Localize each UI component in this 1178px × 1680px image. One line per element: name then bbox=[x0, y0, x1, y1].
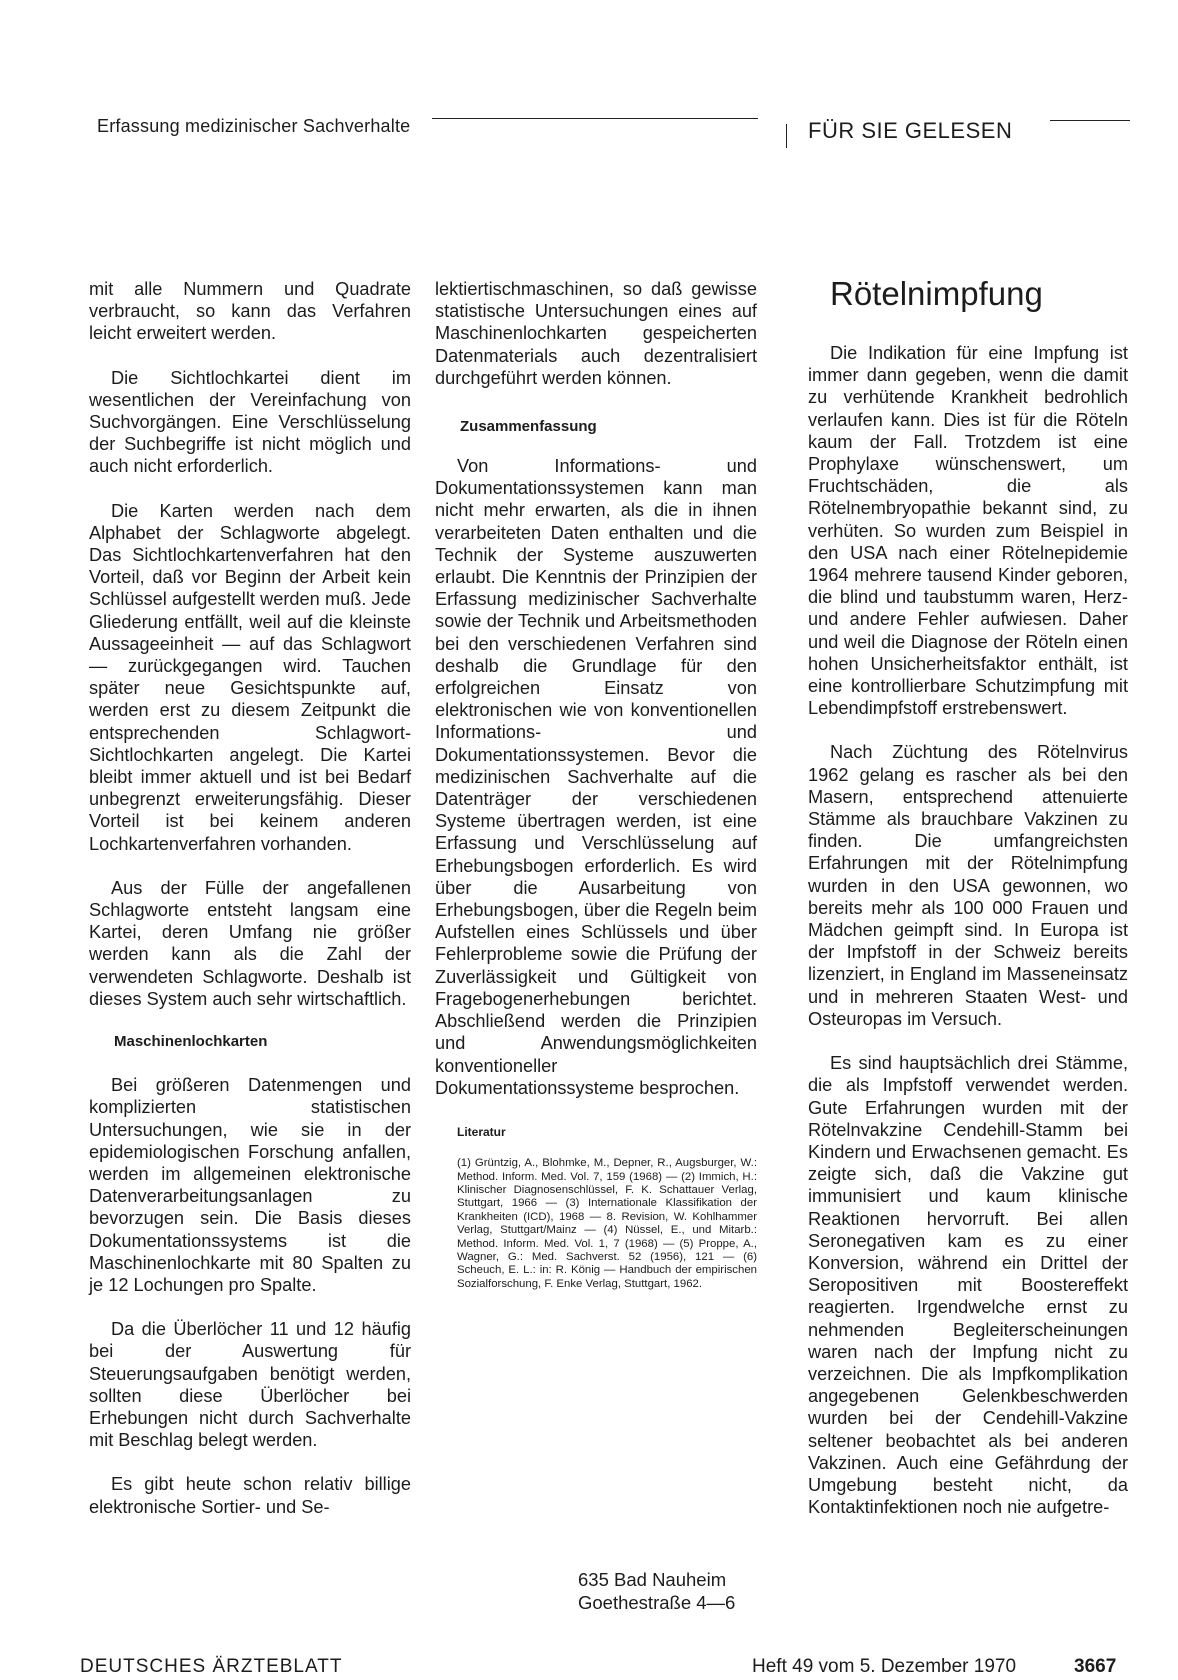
journal-name: DEUTSCHES ÄRZTEBLATT bbox=[80, 1656, 343, 1677]
reference-list: (1) Grüntzig, A., Blohmke, M., Depner, R., Augsburger, W.: Method. Inform. Med. Vol. 7, 159 (1968) — (2) Immich, H.: Klinischer Diagnosenschlüssel, F. K. Schattauer Verlag, Stuttgart, 1966 — (3) Internationale Klassifikation der Krankheiten (ICD), 1968 — 8. Revision, W. Kohlhammer Verlag, Stuttgart/Mainz — (4) Nüssel, E., und Mitarb.: Method. Inform. Med. Vol. 1, 7 (1968) — (5) Proppe, A., Wagner, G.: Med. Sachverst. 52 (1956), 121 — (6) Scheuch, E. L.: in: R. König — Handbuch der empirischen Sozialforschung, F. Enke Verlag, Stuttgart, 1962. bbox=[457, 1157, 757, 1290]
column-right bbox=[808, 270, 1128, 1540]
page-number: 3667 bbox=[1074, 1656, 1117, 1677]
paragraph: Da die Überlöcher 11 und 12 häufig bei der Auswertung für Steuerungsaufgaben benötigt werden, sollten diese Überlöcher bei Erhebungen nicht durch Sachverhalte mit Beschlag belegt werden. bbox=[89, 1319, 411, 1451]
subheading-maschinenlochkarten: Maschinenlochkarten bbox=[114, 1033, 268, 1051]
header-rule-left bbox=[432, 118, 758, 119]
paragraph: Die Indikation für eine Impfung ist immer dann gegeben, wenn die damit zu verhütende Krankheit bedrohlich verlaufen kann. Dies ist für die Röteln kaum der Fall. Trotzdem ist eine Prophylaxe wünschenswert, um Fruchtschäden, die als Rötelnembryopathie bekannt sind, zu verhüten. So wurden zum Beispiel in den USA nach einer Rötelnepidemie 1964 mehrere tausend Kinder geboren, die blind und taubstumm waren, Herz- und andere Fehler aufwiesen. Daher und weil die Diagnose der Röteln einen hohen Unsicherheitsfaktor enthält, ist eine kontrollierbare Schutzimpfung mit Lebendimpfstoff erstrebenswert. bbox=[808, 343, 1128, 719]
column-left bbox=[89, 278, 411, 1540]
subheading-zusammenfassung: Zusammenfassung bbox=[460, 418, 597, 436]
paragraph: Von Informations- und Dokumentationssystemen kann man nicht mehr erwarten, als die in ihnen verarbeiteten Daten enthalten und die Technik der Systeme auszuwerten erlaubt. Die Kenntnis der Prinzipien der Erfassung medizinischer Sachverhalte sowie der Technik und Arbeitsmethoden bei den verschiedenen Verfahren sind deshalb die Grundlage für den erfolgreichen Einsatz von elektronischen wie von konventionellen Informations- und Dokumentationssystemen. Bevor die medizinischen Sachverhalte auf die Datenträger der verschiedenen Systeme übertragen werden, ist eine Erfassung und Verschlüsselung auf Erhebungsbogen erforderlich. Es wird über die Ausarbeitung von Erhebungsbogen, über die Regeln beim Aufstellen eines Schlüssels und über Fehlerprobleme sowie die Prüfung der Zuverlässigkeit und Gültigkeit von Fragebogenerhebungen berichtet. Abschließend werden die Prinzipien und Anwendungsmöglichkeiten konventioneller Dokumentationssysteme besprochen. bbox=[435, 456, 757, 1098]
header-rule-right bbox=[1050, 120, 1130, 121]
section-divider-bar bbox=[786, 124, 787, 148]
paragraph: Bei größeren Datenmengen und komplizierten statistischen Untersuchungen, wie sie in der epidemiologischen Forschung anfallen, werden im allgemeinen elektronische Datenverarbeitungsanlagen zu bevorzugen sein. Die Basis dieses Dokumentationssystems ist die Maschinenlochkarte mit 80 Spalten zu je 12 Lochungen pro Spalte. bbox=[89, 1075, 411, 1295]
paragraph: Aus der Fülle der angefallenen Schlagworte entsteht langsam eine Kartei, deren Umfang nie größer werden kann als die Zahl der verwendeten Schlagworte. Deshalb ist dieses System auch sehr wirtschaftlich. bbox=[89, 877, 411, 1009]
column-middle bbox=[435, 278, 757, 1291]
author-address bbox=[578, 1568, 735, 1614]
address-line: 635 Bad Nauheim bbox=[578, 1569, 727, 1590]
paragraph: Es gibt heute schon relativ billige elektronische Sortier- und Se- bbox=[89, 1474, 411, 1517]
article-title: Rötelnimpfung bbox=[830, 275, 1043, 312]
literature-heading: Literatur bbox=[457, 1124, 506, 1139]
issue-info: Heft 49 vom 5. Dezember 1970 bbox=[752, 1656, 1017, 1677]
paragraph: Nach Züchtung des Rötelnvirus 1962 gelang es rascher als bei den Masern, entsprechend attenuierte Stämme als brauchbare Vakzinen zu finden. Die umfangreichsten Erfahrungen mit der Rötelnimpfung wurden in den USA gewonnen, wo bereits mehr als 100 000 Frauen und Mädchen geimpft sind. In Europa ist der Impfstoff in der Schweiz bereits lizenziert, in England im Masseneinsatz und in mehreren Staaten West- und Osteuropas im Versuch. bbox=[808, 742, 1128, 1029]
paragraph: Die Karten werden nach dem Alphabet der Schlagworte abgelegt. Das Sichtlochkartenverfahren hat den Vorteil, daß vor Beginn der Arbeit kein Schlüssel aufgestellt werden muß. Jede Gliederung entfällt, weil auf die kleinste Aussageeinheit — auf das Schlagwort — zurückgegangen wird. Tauchen später neue Gesichtspunkte auf, werden erst zu diesem Zeitpunkt die entsprechenden Schlagwort-Sichtlochkarten angelegt. Die Kartei bleibt immer aktuell und ist bei Bedarf unbegrenzt erweiterungsfähig. Dieser Vorteil ist bei keinem anderen Lochkartenverfahren vorhanden. bbox=[89, 500, 411, 854]
address-line: Goethestraße 4—6 bbox=[578, 1592, 736, 1613]
paragraph: Die Sichtlochkartei dient im wesentlichen der Vereinfachung von Suchvorgängen. Eine Verschlüsselung der Suchbegriffe ist nicht möglich und auch nicht erforderlich. bbox=[89, 367, 411, 477]
section-label: FÜR SIE GELESEN bbox=[808, 118, 1013, 143]
paragraph: Es sind hauptsächlich drei Stämme, die als Impfstoff verwendet werden. Gute Erfahrungen wurden mit der Rötelnvakzine Cendehill-Stamm bei Kindern und Erwachsenen gemacht. Es zeigte sich, daß die Vakzine gut immunisiert und kaum klinische Reaktionen hervorruft. Bei allen Seronegativen kam es zu einer Konversion, während ein Drittel der Seropositiven mit Boostereffekt reagierten. Irgendwelche ernst zu nehmenden Begleiterscheinungen waren nach der Impfung nicht zu verzeichnen. Die als Impfkomplikation angegebenen Gelenkbeschwerden wurden bei der Cendehill-Vakzine seltener beobachtet als bei anderen Vakzinen. Auch eine Gefährdung der Umgebung besteht nicht, da Kontaktinfektionen noch nie aufgetre- bbox=[808, 1053, 1128, 1518]
running-title: Erfassung medizinischer Sachverhalte bbox=[97, 116, 411, 136]
paragraph: mit alle Nummern und Quadrate verbraucht, so kann das Verfahren leicht erweitert werden. bbox=[89, 279, 411, 344]
paragraph: lektiertischmaschinen, so daß gewisse statistische Untersuchungen eines auf Maschinenlochkarten gespeicherten Datenmaterials auch dezentralisiert durchgeführt werden können. bbox=[435, 279, 757, 388]
